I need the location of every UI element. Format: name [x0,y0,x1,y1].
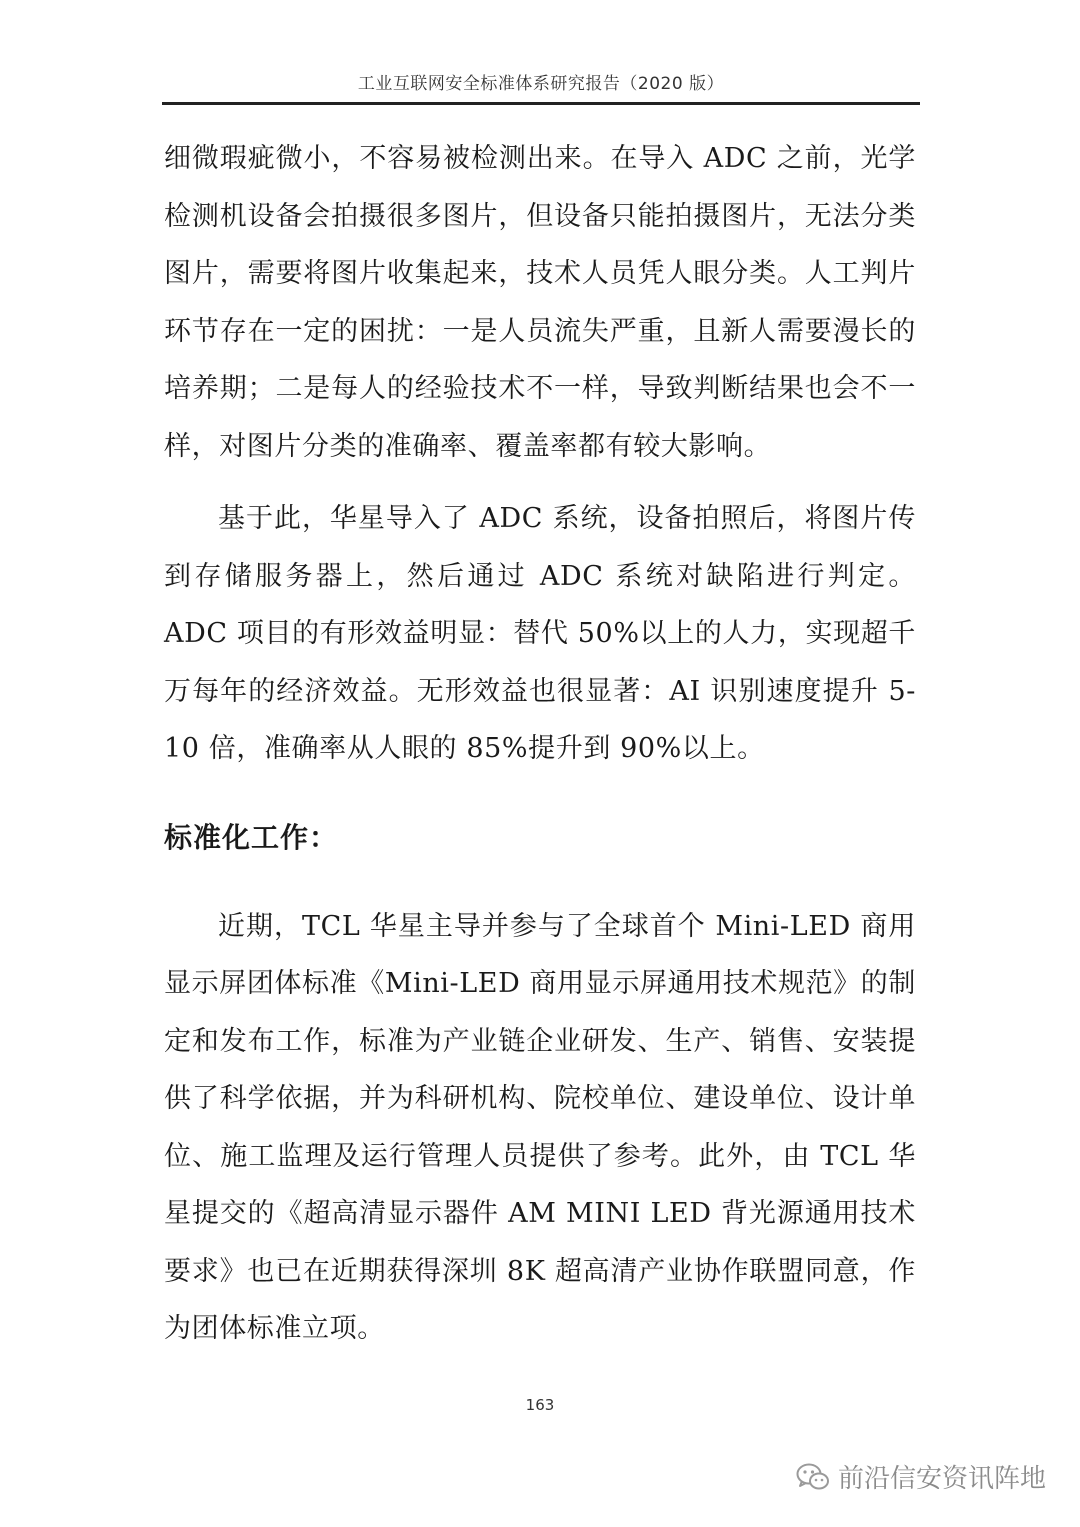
body-paragraph-3: 近期，TCL 华星主导并参与了全球首个 Mini-LED 商用显示屏团体标准《Mini-LED 商用显示屏通用技术规范》的制定和发布工作，标准为产业链企业研发、生产、销售、安装提供了科学依据，并为科研机构、院校单位、建设单位、设计单位、施工监理及运行管理人员提供了参考。此外，由 TCL 华星提交的《超高清显示器件 AM MINI LED 背光源通用技术要求》也已在近期获得深圳 8K 超高清产业协作联盟同意，作为团体标准立项。 [164,910,916,1344]
section-heading: 标准化工作： [164,820,339,854]
body-paragraph-2: 基于此，华星导入了 ADC 系统，设备拍照后，将图片传到存储服务器上，然后通过 ADC 系统对缺陷进行判定。ADC 项目的有形效益明显：替代 50%以上的人力，实现超千万每年的经济效益。无形效益也很显著：AI 识别速度提升 5-10 倍，准确率从人眼的 85%提升到 90%以上。 [164,503,916,764]
wechat-icon [796,1462,830,1492]
page-body [164,130,916,1358]
page-header [162,66,920,105]
watermark-text: 前沿信安资讯阵地 [837,1464,1046,1494]
header-title: 工业互联网安全标准体系研究报告（2020 版） [357,74,725,94]
body-paragraph-1: 细微瑕疵微小，不容易被检测出来。在导入 ADC 之前，光学检测机设备会拍摄很多图片，但设备只能拍摄图片，无法分类图片，需要将图片收集起来，技术人员凭人眼分类。人工判片环节存在一定的困扰：一是人员流失严重，且新人需要漫长的培养期；二是每人的经验技术不一样，导致判断结果也会不一样，对图片分类的准确率、覆盖率都有较大影响。 [164,143,916,462]
watermark [796,1458,1046,1495]
page-number: 163 [525,1396,555,1414]
